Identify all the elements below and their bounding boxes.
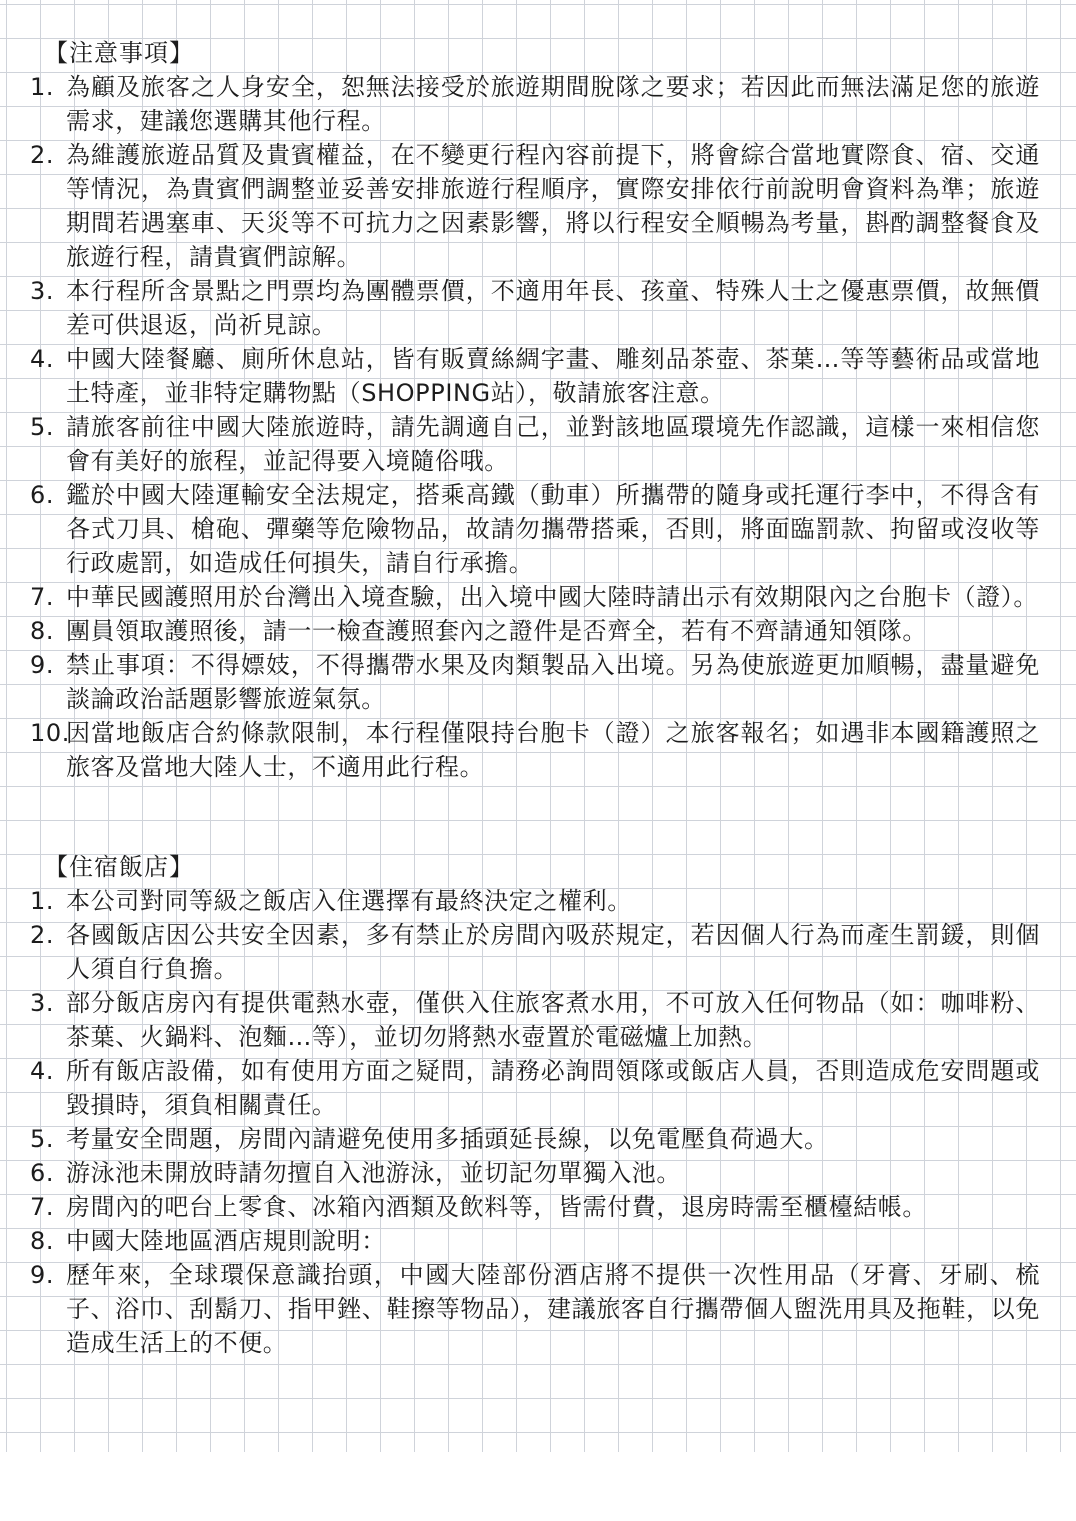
item-text: 中華民國護照用於台灣出入境查驗，出入境中國大陸時請出示有效期限內之台胞卡（證）。 (66, 583, 1038, 611)
item-text: 為維護旅遊品質及貴賓權益，在不變更行程內容前提下，將會綜合當地實際食、宿、交通等情況，為貴賓們調整並妥善安排旅遊行程順序，實際安排依行前說明會資料為準；旅遊期間若遇塞車、天災等不可抗力之因素影響，將以行程安全順暢為考量，斟酌調整餐食及旅遊行程，請貴賓們諒解。 (66, 141, 1040, 271)
notice-item (30, 138, 1040, 274)
item-text: 請旅客前往中國大陸旅遊時，請先調適自己，並對該地區環境先作認識，這樣一來相信您會有美好的旅程，並記得要入境隨俗哦。 (66, 413, 1040, 475)
notice-section-title: 【注意事項】 (44, 39, 194, 67)
notice-item (30, 410, 1040, 478)
hotel-item (30, 1224, 1040, 1258)
hotel-item (30, 1258, 1040, 1360)
item-number: 4. (30, 1057, 55, 1085)
item-number: 8. (30, 617, 55, 645)
item-number: 7. (30, 583, 55, 611)
item-text: 鑑於中國大陸運輸安全法規定，搭乘高鐵（動車）所攜帶的隨身或托運行李中，不得含有各式刀具、槍砲、彈藥等危險物品，故請勿攜帶搭乘，否則，將面臨罰款、拘留或沒收等行政處罰，如造成任何損失，請自行承擔。 (66, 481, 1040, 577)
hotel-item (30, 1190, 1040, 1224)
item-text: 所有飯店設備，如有使用方面之疑問，請務必詢問領隊或飯店人員，否則造成危安問題或毀損時，須負相關責任。 (66, 1057, 1040, 1119)
notice-item (30, 580, 1040, 614)
item-number: 5. (30, 413, 55, 441)
notice-item (30, 342, 1040, 410)
item-number: 6. (30, 481, 55, 509)
item-number: 9. (30, 651, 55, 679)
item-text: 團員領取護照後，請一一檢查護照套內之證件是否齊全，若有不齊請通知領隊。 (66, 617, 927, 645)
item-text: 中國大陸地區酒店規則說明： (66, 1227, 386, 1255)
item-number: 9. (30, 1261, 55, 1289)
hotel-section-title: 【住宿飯店】 (44, 853, 194, 881)
hotel-item (30, 884, 1040, 918)
item-text: 考量安全問題，房間內請避免使用多插頭延長線，以免電壓負荷過大。 (66, 1125, 829, 1153)
hotel-section (30, 850, 1040, 1360)
hotel-item (30, 986, 1040, 1054)
item-text: 本公司對同等級之飯店入住選擇有最終決定之權利。 (66, 887, 632, 915)
hotel-item (30, 1054, 1040, 1122)
hotel-item (30, 1122, 1040, 1156)
item-text: 游泳池未開放時請勿擅自入池游泳，並切記勿單獨入池。 (66, 1159, 681, 1187)
item-number: 6. (30, 1159, 55, 1187)
notice-item (30, 478, 1040, 580)
item-text: 中國大陸餐廳、廁所休息站，皆有販賣絲綢字畫、雕刻品茶壺、茶葉…等等藝術品或當地土特產，並非特定購物點（SHOPPING站），敬請旅客注意。 (66, 345, 1040, 407)
item-text: 各國飯店因公共安全因素，多有禁止於房間內吸菸規定，若因個人行為而產生罰鍰，則個人須自行負擔。 (66, 921, 1040, 983)
item-number: 3. (30, 989, 55, 1017)
item-text: 禁止事項：不得嫖妓，不得攜帶水果及肉類製品入出境。另為使旅遊更加順暢，盡量避免談論政治話題影響旅遊氣氛。 (66, 651, 1040, 713)
item-number: 10. (30, 719, 70, 747)
item-number: 3. (30, 277, 55, 305)
notice-section (30, 36, 1040, 784)
item-number: 2. (30, 921, 55, 949)
hotel-item (30, 1156, 1040, 1190)
item-number: 2. (30, 141, 55, 169)
notice-item (30, 70, 1040, 138)
bottom-blank-area (0, 1452, 1076, 1521)
item-number: 4. (30, 345, 55, 373)
item-number: 1. (30, 887, 55, 915)
item-text: 因當地飯店合約條款限制，本行程僅限持台胞卡（證）之旅客報名；如遇非本國籍護照之旅客及當地大陸人士，不適用此行程。 (66, 719, 1040, 781)
item-number: 7. (30, 1193, 55, 1221)
item-text: 歷年來，全球環保意識抬頭，中國大陸部份酒店將不提供一次性用品（牙膏、牙刷、梳子、浴巾、刮鬍刀、指甲銼、鞋擦等物品），建議旅客自行攜帶個人盥洗用具及拖鞋，以免造成生活上的不便。 (66, 1261, 1040, 1357)
item-text: 房間內的吧台上零食、冰箱內酒類及飲料等，皆需付費，退房時需至櫃檯結帳。 (66, 1193, 927, 1221)
notice-item (30, 648, 1040, 716)
notice-item (30, 716, 1040, 784)
item-text: 本行程所含景點之門票均為團體票價，不適用年長、孩童、特殊人士之優惠票價，故無價差可供退返，尚祈見諒。 (66, 277, 1040, 339)
item-text: 部分飯店房內有提供電熱水壺，僅供入住旅客煮水用，不可放入任何物品（如：咖啡粉、茶葉、火鍋料、泡麵…等），並切勿將熱水壺置於電磁爐上加熱。 (66, 989, 1040, 1051)
notice-item (30, 614, 1040, 648)
notice-item (30, 274, 1040, 342)
hotel-item (30, 918, 1040, 986)
item-number: 5. (30, 1125, 55, 1153)
item-number: 1. (30, 73, 55, 101)
item-text: 為顧及旅客之人身安全，恕無法接受於旅遊期間脫隊之要求；若因此而無法滿足您的旅遊需求，建議您選購其他行程。 (66, 73, 1040, 135)
item-number: 8. (30, 1227, 55, 1255)
notice-list (30, 70, 1040, 784)
hotel-list (30, 884, 1040, 1360)
